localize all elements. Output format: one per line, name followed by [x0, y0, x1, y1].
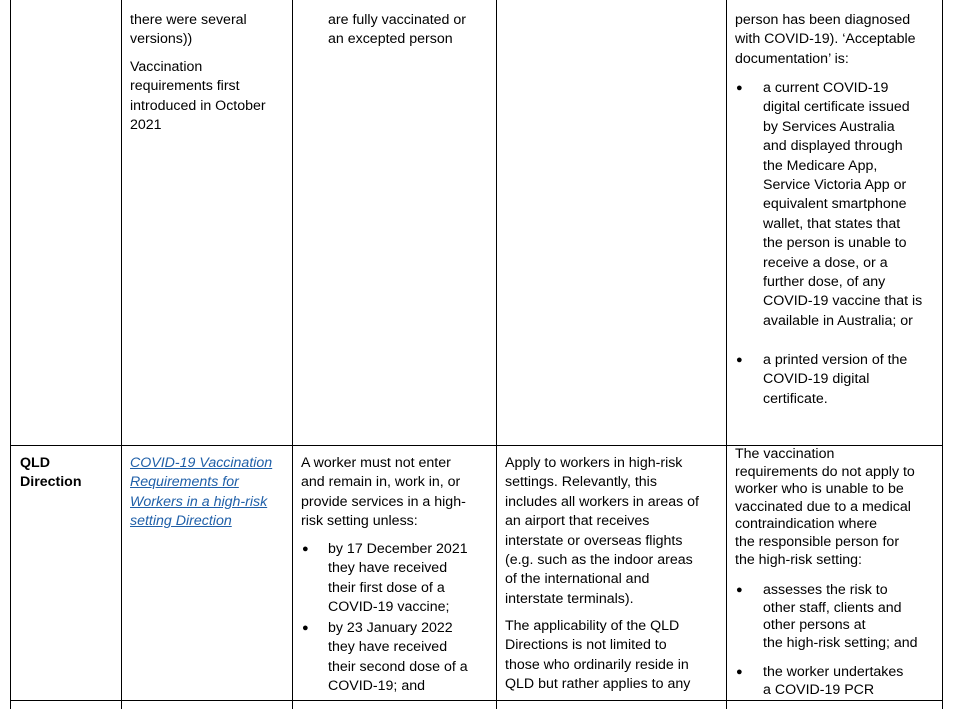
row2-col3-bullet1: by 17 December 2021 they have received their first dose of a COVID-19 vaccine;	[328, 541, 468, 616]
row2-col4-para1: Apply to workers in high-risk settings. Relevantly, this includes all workers in areas of an airport that receives interstate or overseas flights (e.g. such as the indoor areas of the international and interstate terminals).	[505, 455, 699, 607]
table-border-right	[942, 0, 943, 709]
row2-col4-para2: The applicability of the QLD Directions is not limited to those who ordinarily reside in QLD but rather applies to any	[505, 618, 691, 693]
col-divider-4	[726, 0, 727, 709]
direction-link[interactable]: COVID-19 Vaccination Requirements for Workers in a high-risk setting Direction	[130, 455, 273, 530]
bullet-dot: ●	[302, 622, 309, 634]
bullet-dot: ●	[736, 666, 743, 678]
row1-col3-text: are fully vaccinated or an excepted person	[328, 12, 467, 48]
row1-col2-text-a: there were several versions))	[130, 12, 247, 48]
row2-col5-bullet1: assesses the risk to other staff, clients and other persons at the high-risk setting; and	[763, 582, 918, 651]
row2-jurisdiction-label: QLD Direction	[20, 455, 82, 491]
row1-col2-text-b: Vaccination requirements first introduced in October 2021	[130, 59, 266, 134]
row2-col5-intro: The vaccination requirements do not apply to worker who is unable to be vaccinated due to a medical contraindication where the responsible person for the high-risk setting:	[735, 446, 915, 568]
table-border-left	[10, 0, 11, 709]
bullet-dot: ●	[736, 584, 743, 596]
bullet-dot: ●	[736, 354, 743, 366]
bullet-dot: ●	[302, 543, 309, 555]
bullet-dot: ●	[736, 82, 743, 94]
table-border-bottom	[10, 700, 943, 701]
row2-col5-bullet2: the worker undertakes a COVID-19 PCR	[763, 664, 904, 698]
col-divider-1	[121, 0, 122, 709]
row2-col3-bullet2: by 23 January 2022 they have received their second dose of a COVID-19; and	[328, 620, 468, 695]
row1-col5-bullet2: a printed version of the COVID-19 digital certificate.	[763, 352, 908, 407]
row2-col3-intro: A worker must not enter and remain in, work in, or provide services in a high- risk setting unless:	[301, 455, 466, 530]
row1-col5-intro: person has been diagnosed with COVID-19). ‘Acceptable documentation’ is:	[735, 12, 916, 67]
row1-col5-bullet1: a current COVID-19 digital certificate issued by Services Australia and displayed through the Medicare App, Service Victoria App or equivalent smartphone wallet, that states that the person is unable to receive a dose, or a further dose, of any COVID-19 vaccine that is available in Australia; or	[763, 80, 923, 329]
col-divider-3	[496, 0, 497, 709]
col-divider-2	[292, 0, 293, 709]
